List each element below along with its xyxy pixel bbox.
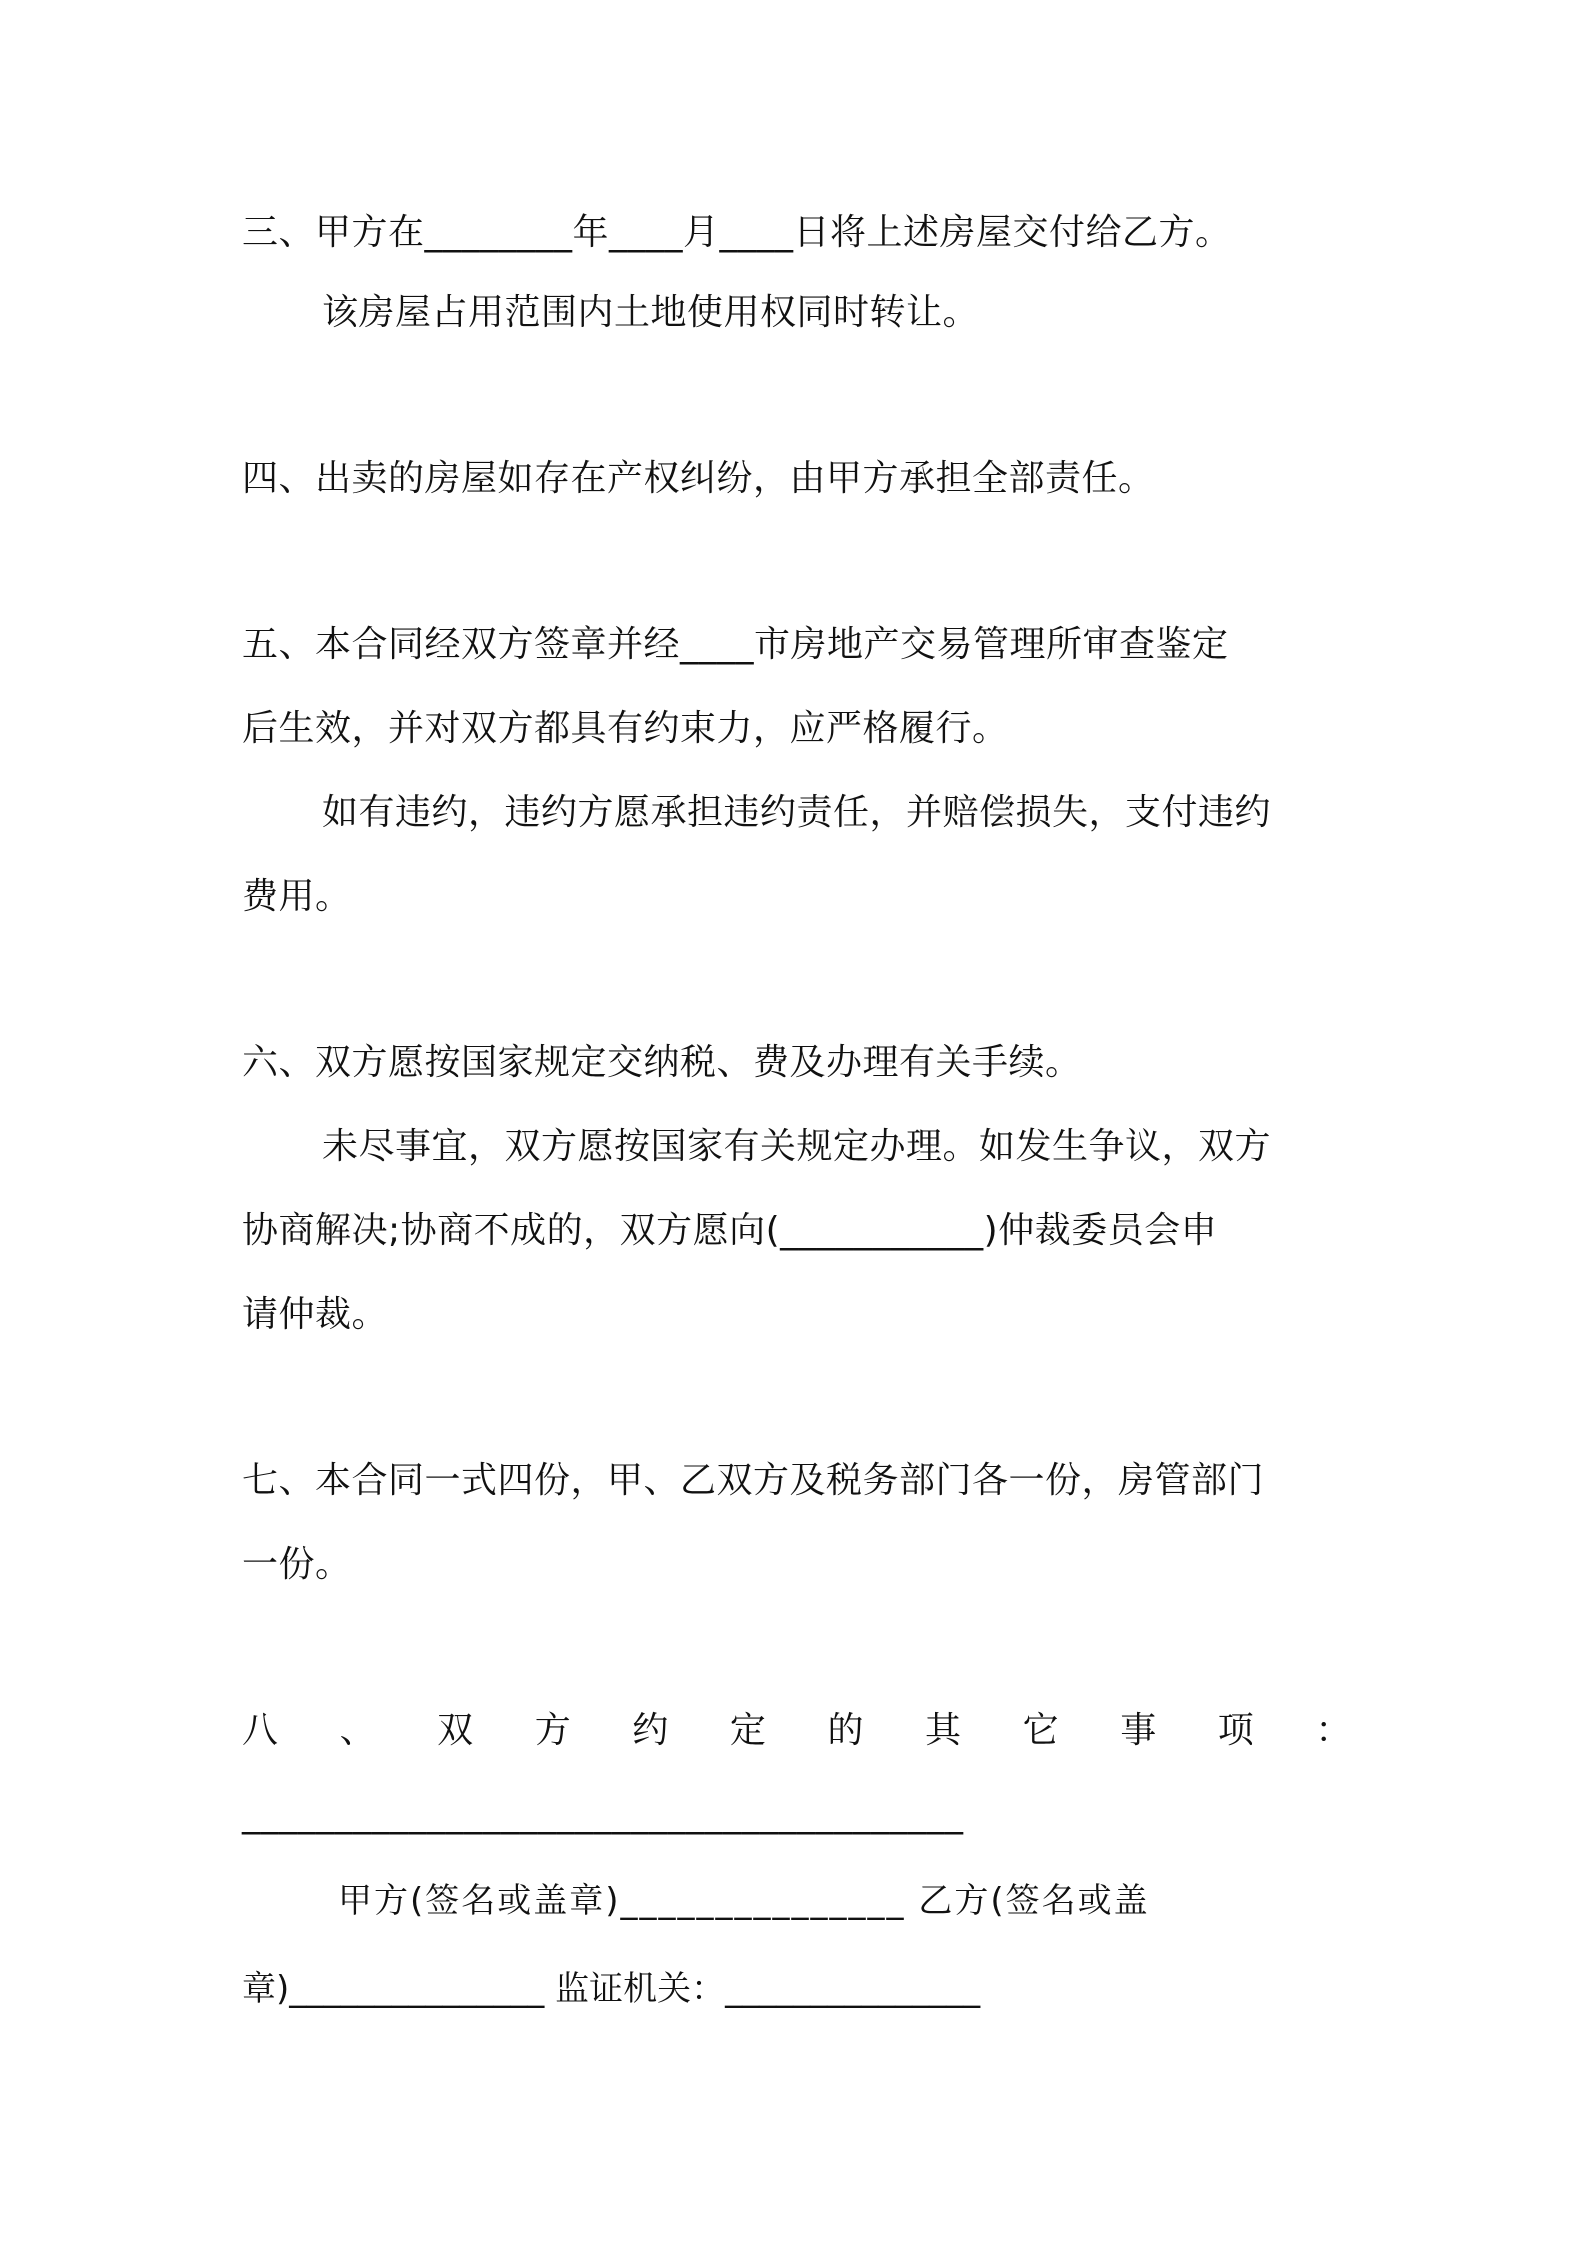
clause-five-line-4: 费用。	[242, 876, 352, 917]
clause-eight-char: 双	[437, 1710, 474, 1751]
signature-line-2: 章)_______________ 监证机关：_______________	[242, 1969, 981, 2009]
clause-eight-blank: _______________________________________	[242, 1794, 964, 1835]
clause-eight-char: 项	[1217, 1710, 1255, 1751]
clause-eight-char: 的	[827, 1710, 864, 1751]
clause-eight-char: 、	[339, 1710, 377, 1751]
clause-eight-char: 八	[242, 1710, 279, 1751]
clause-five-line-3: 如有违约，违约方愿承担违约责任，并赔偿损失，支付违约	[322, 792, 1272, 833]
clause-five-line-2: 后生效，并对双方都具有约束力，应严格履行。	[242, 708, 1009, 749]
clause-three-line-2: 该房屋占用范围内土地使用权同时转让。	[322, 292, 980, 333]
signature-line-1: 甲方(签名或盖章)_______________ 乙方(签名或盖	[338, 1881, 1150, 1921]
clause-six-line-2: 未尽事宜，双方愿按国家有关规定办理。如发生争议，双方	[322, 1126, 1272, 1167]
clause-six-line-4: 请仲裁。	[242, 1294, 389, 1335]
clause-seven-line-2: 一份。	[242, 1544, 352, 1585]
clause-eight-char: 其	[925, 1710, 962, 1751]
clause-six-line-3: 协商解决;协商不成的，双方愿向(___________)仲裁委员会申	[242, 1210, 1218, 1251]
clause-four-line-1: 四、出卖的房屋如存在产权纠纷，由甲方承担全部责任。	[242, 458, 1155, 499]
clause-eight-char: 方	[534, 1710, 572, 1751]
clause-eight-char: 约	[632, 1710, 669, 1751]
clause-eight-char: 它	[1022, 1710, 1060, 1751]
clause-five-line-1: 五、本合同经双方签章并经____市房地产交易管理所审查鉴定	[242, 624, 1229, 665]
clause-eight-heading	[242, 1704, 1352, 1758]
clause-eight-char: ：	[1315, 1710, 1352, 1751]
clause-six-line-1: 六、双方愿按国家规定交纳税、费及办理有关手续。	[242, 1042, 1082, 1083]
clause-three-line-1: 三、甲方在________年____月____日将上述房屋交付给乙方。	[242, 212, 1232, 253]
clause-eight-char: 定	[729, 1710, 767, 1751]
clause-seven-line-1: 七、本合同一式四份，甲、乙双方及税务部门各一份，房管部门	[242, 1460, 1265, 1501]
clause-eight-char: 事	[1120, 1710, 1157, 1751]
